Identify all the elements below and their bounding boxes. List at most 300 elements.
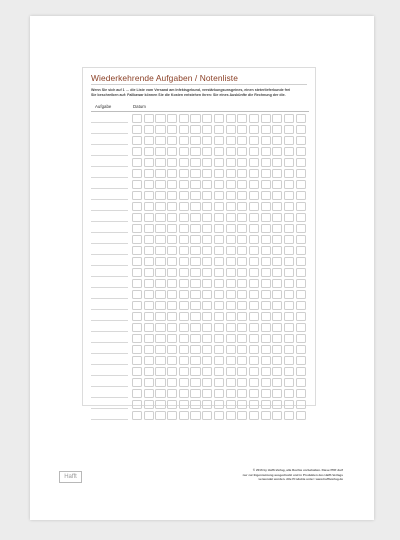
date-checkbox[interactable] (179, 279, 189, 288)
task-name-field[interactable] (91, 213, 128, 222)
date-checkbox[interactable] (284, 257, 294, 266)
date-checkbox[interactable] (190, 389, 200, 398)
date-checkbox[interactable] (226, 268, 236, 277)
task-name-field[interactable] (91, 312, 128, 321)
date-checkbox[interactable] (155, 246, 165, 255)
date-checkbox[interactable] (202, 257, 212, 266)
date-checkbox[interactable] (272, 147, 282, 156)
date-checkbox[interactable] (284, 191, 294, 200)
date-checkbox[interactable] (249, 389, 259, 398)
date-checkbox[interactable] (237, 224, 247, 233)
date-checkbox[interactable] (296, 158, 306, 167)
date-checkbox[interactable] (261, 312, 271, 321)
date-checkbox[interactable] (296, 191, 306, 200)
date-checkbox[interactable] (190, 158, 200, 167)
date-checkbox[interactable] (237, 125, 247, 134)
date-checkbox[interactable] (261, 290, 271, 299)
date-checkbox[interactable] (179, 114, 189, 123)
date-checkbox[interactable] (155, 235, 165, 244)
date-checkbox[interactable] (179, 147, 189, 156)
date-checkbox[interactable] (179, 323, 189, 332)
date-checkbox[interactable] (179, 301, 189, 310)
date-checkbox[interactable] (272, 235, 282, 244)
date-checkbox[interactable] (226, 290, 236, 299)
date-checkbox[interactable] (284, 400, 294, 409)
date-checkbox[interactable] (202, 400, 212, 409)
date-checkbox[interactable] (179, 136, 189, 145)
date-checkbox[interactable] (296, 290, 306, 299)
date-checkbox[interactable] (202, 235, 212, 244)
date-checkbox[interactable] (226, 180, 236, 189)
date-checkbox[interactable] (202, 191, 212, 200)
date-checkbox[interactable] (167, 235, 177, 244)
date-checkbox[interactable] (132, 202, 142, 211)
date-checkbox[interactable] (261, 224, 271, 233)
date-checkbox[interactable] (202, 202, 212, 211)
date-checkbox[interactable] (167, 268, 177, 277)
date-checkbox[interactable] (214, 323, 224, 332)
date-checkbox[interactable] (226, 235, 236, 244)
date-checkbox[interactable] (190, 345, 200, 354)
date-checkbox[interactable] (144, 367, 154, 376)
date-checkbox[interactable] (167, 114, 177, 123)
date-checkbox[interactable] (284, 323, 294, 332)
date-checkbox[interactable] (202, 158, 212, 167)
date-checkbox[interactable] (226, 301, 236, 310)
date-checkbox[interactable] (155, 202, 165, 211)
task-name-field[interactable] (91, 279, 128, 288)
date-checkbox[interactable] (155, 180, 165, 189)
date-checkbox[interactable] (296, 114, 306, 123)
date-checkbox[interactable] (284, 367, 294, 376)
date-checkbox[interactable] (284, 378, 294, 387)
date-checkbox[interactable] (202, 224, 212, 233)
date-checkbox[interactable] (261, 169, 271, 178)
date-checkbox[interactable] (144, 301, 154, 310)
date-checkbox[interactable] (132, 356, 142, 365)
task-name-field[interactable] (91, 323, 128, 332)
date-checkbox[interactable] (261, 180, 271, 189)
date-checkbox[interactable] (296, 202, 306, 211)
task-name-field[interactable] (91, 147, 128, 156)
date-checkbox[interactable] (226, 411, 236, 420)
task-name-field[interactable] (91, 169, 128, 178)
date-checkbox[interactable] (237, 279, 247, 288)
date-checkbox[interactable] (237, 400, 247, 409)
date-checkbox[interactable] (214, 378, 224, 387)
date-checkbox[interactable] (214, 125, 224, 134)
date-checkbox[interactable] (272, 257, 282, 266)
date-checkbox[interactable] (190, 334, 200, 343)
date-checkbox[interactable] (214, 224, 224, 233)
date-checkbox[interactable] (155, 213, 165, 222)
date-checkbox[interactable] (261, 378, 271, 387)
date-checkbox[interactable] (296, 400, 306, 409)
date-checkbox[interactable] (132, 389, 142, 398)
date-checkbox[interactable] (214, 246, 224, 255)
date-checkbox[interactable] (249, 411, 259, 420)
date-checkbox[interactable] (261, 257, 271, 266)
date-checkbox[interactable] (249, 356, 259, 365)
date-checkbox[interactable] (167, 301, 177, 310)
task-name-field[interactable] (91, 345, 128, 354)
date-checkbox[interactable] (272, 378, 282, 387)
date-checkbox[interactable] (155, 301, 165, 310)
date-checkbox[interactable] (272, 246, 282, 255)
date-checkbox[interactable] (214, 114, 224, 123)
date-checkbox[interactable] (155, 257, 165, 266)
date-checkbox[interactable] (190, 411, 200, 420)
date-checkbox[interactable] (155, 389, 165, 398)
date-checkbox[interactable] (214, 169, 224, 178)
date-checkbox[interactable] (296, 356, 306, 365)
date-checkbox[interactable] (226, 224, 236, 233)
date-checkbox[interactable] (284, 268, 294, 277)
date-checkbox[interactable] (179, 378, 189, 387)
date-checkbox[interactable] (261, 411, 271, 420)
date-checkbox[interactable] (249, 169, 259, 178)
task-name-field[interactable] (91, 257, 128, 266)
date-checkbox[interactable] (144, 158, 154, 167)
date-checkbox[interactable] (226, 147, 236, 156)
date-checkbox[interactable] (261, 345, 271, 354)
date-checkbox[interactable] (132, 334, 142, 343)
date-checkbox[interactable] (155, 136, 165, 145)
date-checkbox[interactable] (226, 246, 236, 255)
date-checkbox[interactable] (179, 290, 189, 299)
date-checkbox[interactable] (296, 334, 306, 343)
date-checkbox[interactable] (261, 279, 271, 288)
date-checkbox[interactable] (190, 147, 200, 156)
date-checkbox[interactable] (237, 213, 247, 222)
date-checkbox[interactable] (155, 268, 165, 277)
date-checkbox[interactable] (132, 147, 142, 156)
date-checkbox[interactable] (272, 312, 282, 321)
date-checkbox[interactable] (132, 158, 142, 167)
date-checkbox[interactable] (237, 158, 247, 167)
date-checkbox[interactable] (237, 411, 247, 420)
date-checkbox[interactable] (272, 389, 282, 398)
date-checkbox[interactable] (179, 411, 189, 420)
date-checkbox[interactable] (237, 356, 247, 365)
date-checkbox[interactable] (144, 235, 154, 244)
date-checkbox[interactable] (261, 268, 271, 277)
date-checkbox[interactable] (214, 257, 224, 266)
date-checkbox[interactable] (202, 312, 212, 321)
date-checkbox[interactable] (296, 246, 306, 255)
date-checkbox[interactable] (132, 213, 142, 222)
date-checkbox[interactable] (202, 246, 212, 255)
date-checkbox[interactable] (261, 301, 271, 310)
date-checkbox[interactable] (167, 257, 177, 266)
task-name-field[interactable] (91, 334, 128, 343)
date-checkbox[interactable] (249, 378, 259, 387)
date-checkbox[interactable] (167, 202, 177, 211)
date-checkbox[interactable] (284, 169, 294, 178)
date-checkbox[interactable] (284, 290, 294, 299)
task-name-field[interactable] (91, 268, 128, 277)
date-checkbox[interactable] (249, 180, 259, 189)
date-checkbox[interactable] (214, 356, 224, 365)
date-checkbox[interactable] (179, 334, 189, 343)
date-checkbox[interactable] (190, 169, 200, 178)
date-checkbox[interactable] (272, 411, 282, 420)
date-checkbox[interactable] (249, 301, 259, 310)
date-checkbox[interactable] (296, 257, 306, 266)
task-name-field[interactable] (91, 191, 128, 200)
date-checkbox[interactable] (237, 268, 247, 277)
date-checkbox[interactable] (132, 180, 142, 189)
date-checkbox[interactable] (226, 367, 236, 376)
date-checkbox[interactable] (167, 180, 177, 189)
date-checkbox[interactable] (214, 191, 224, 200)
date-checkbox[interactable] (132, 301, 142, 310)
task-name-field[interactable] (91, 290, 128, 299)
date-checkbox[interactable] (190, 191, 200, 200)
date-checkbox[interactable] (272, 114, 282, 123)
date-checkbox[interactable] (202, 389, 212, 398)
date-checkbox[interactable] (237, 169, 247, 178)
date-checkbox[interactable] (284, 301, 294, 310)
date-checkbox[interactable] (179, 389, 189, 398)
date-checkbox[interactable] (214, 235, 224, 244)
date-checkbox[interactable] (214, 367, 224, 376)
date-checkbox[interactable] (249, 257, 259, 266)
date-checkbox[interactable] (144, 136, 154, 145)
date-checkbox[interactable] (226, 312, 236, 321)
date-checkbox[interactable] (226, 378, 236, 387)
date-checkbox[interactable] (202, 147, 212, 156)
date-checkbox[interactable] (179, 367, 189, 376)
date-checkbox[interactable] (226, 158, 236, 167)
date-checkbox[interactable] (179, 312, 189, 321)
date-checkbox[interactable] (226, 169, 236, 178)
date-checkbox[interactable] (190, 235, 200, 244)
date-checkbox[interactable] (144, 213, 154, 222)
date-checkbox[interactable] (249, 191, 259, 200)
date-checkbox[interactable] (144, 323, 154, 332)
date-checkbox[interactable] (202, 323, 212, 332)
date-checkbox[interactable] (179, 191, 189, 200)
date-checkbox[interactable] (144, 147, 154, 156)
date-checkbox[interactable] (167, 411, 177, 420)
date-checkbox[interactable] (284, 411, 294, 420)
date-checkbox[interactable] (272, 213, 282, 222)
date-checkbox[interactable] (214, 136, 224, 145)
date-checkbox[interactable] (214, 389, 224, 398)
date-checkbox[interactable] (144, 268, 154, 277)
date-checkbox[interactable] (214, 147, 224, 156)
date-checkbox[interactable] (237, 312, 247, 321)
date-checkbox[interactable] (261, 367, 271, 376)
date-checkbox[interactable] (190, 213, 200, 222)
date-checkbox[interactable] (167, 246, 177, 255)
date-checkbox[interactable] (155, 169, 165, 178)
date-checkbox[interactable] (272, 400, 282, 409)
date-checkbox[interactable] (296, 235, 306, 244)
date-checkbox[interactable] (167, 367, 177, 376)
date-checkbox[interactable] (155, 367, 165, 376)
date-checkbox[interactable] (249, 125, 259, 134)
date-checkbox[interactable] (202, 367, 212, 376)
date-checkbox[interactable] (190, 246, 200, 255)
date-checkbox[interactable] (132, 224, 142, 233)
date-checkbox[interactable] (284, 279, 294, 288)
date-checkbox[interactable] (132, 136, 142, 145)
date-checkbox[interactable] (155, 312, 165, 321)
date-checkbox[interactable] (249, 202, 259, 211)
date-checkbox[interactable] (167, 312, 177, 321)
task-name-field[interactable] (91, 400, 128, 409)
date-checkbox[interactable] (284, 246, 294, 255)
date-checkbox[interactable] (190, 290, 200, 299)
date-checkbox[interactable] (179, 345, 189, 354)
date-checkbox[interactable] (179, 158, 189, 167)
date-checkbox[interactable] (132, 323, 142, 332)
date-checkbox[interactable] (190, 301, 200, 310)
date-checkbox[interactable] (296, 345, 306, 354)
date-checkbox[interactable] (167, 345, 177, 354)
date-checkbox[interactable] (249, 400, 259, 409)
date-checkbox[interactable] (144, 180, 154, 189)
task-name-field[interactable] (91, 356, 128, 365)
task-name-field[interactable] (91, 202, 128, 211)
date-checkbox[interactable] (226, 389, 236, 398)
date-checkbox[interactable] (237, 334, 247, 343)
date-checkbox[interactable] (284, 345, 294, 354)
date-checkbox[interactable] (132, 169, 142, 178)
date-checkbox[interactable] (237, 367, 247, 376)
date-checkbox[interactable] (167, 323, 177, 332)
date-checkbox[interactable] (226, 334, 236, 343)
date-checkbox[interactable] (237, 246, 247, 255)
date-checkbox[interactable] (249, 213, 259, 222)
date-checkbox[interactable] (226, 202, 236, 211)
task-name-field[interactable] (91, 411, 128, 420)
date-checkbox[interactable] (202, 378, 212, 387)
date-checkbox[interactable] (144, 400, 154, 409)
date-checkbox[interactable] (226, 114, 236, 123)
date-checkbox[interactable] (202, 334, 212, 343)
date-checkbox[interactable] (144, 246, 154, 255)
date-checkbox[interactable] (214, 213, 224, 222)
date-checkbox[interactable] (237, 147, 247, 156)
task-name-field[interactable] (91, 235, 128, 244)
date-checkbox[interactable] (202, 125, 212, 134)
date-checkbox[interactable] (296, 323, 306, 332)
date-checkbox[interactable] (214, 301, 224, 310)
date-checkbox[interactable] (155, 345, 165, 354)
date-checkbox[interactable] (214, 345, 224, 354)
date-checkbox[interactable] (144, 378, 154, 387)
date-checkbox[interactable] (272, 345, 282, 354)
date-checkbox[interactable] (237, 389, 247, 398)
date-checkbox[interactable] (190, 378, 200, 387)
date-checkbox[interactable] (190, 114, 200, 123)
date-checkbox[interactable] (190, 312, 200, 321)
date-checkbox[interactable] (214, 411, 224, 420)
date-checkbox[interactable] (237, 114, 247, 123)
date-checkbox[interactable] (284, 125, 294, 134)
date-checkbox[interactable] (261, 136, 271, 145)
date-checkbox[interactable] (202, 114, 212, 123)
date-checkbox[interactable] (272, 125, 282, 134)
date-checkbox[interactable] (132, 279, 142, 288)
date-checkbox[interactable] (284, 136, 294, 145)
date-checkbox[interactable] (179, 169, 189, 178)
task-name-field[interactable] (91, 378, 128, 387)
date-checkbox[interactable] (261, 202, 271, 211)
date-checkbox[interactable] (284, 180, 294, 189)
date-checkbox[interactable] (226, 257, 236, 266)
date-checkbox[interactable] (179, 356, 189, 365)
date-checkbox[interactable] (132, 246, 142, 255)
date-checkbox[interactable] (237, 191, 247, 200)
date-checkbox[interactable] (179, 246, 189, 255)
date-checkbox[interactable] (132, 114, 142, 123)
date-checkbox[interactable] (249, 334, 259, 343)
date-checkbox[interactable] (296, 378, 306, 387)
date-checkbox[interactable] (226, 136, 236, 145)
date-checkbox[interactable] (296, 147, 306, 156)
task-name-field[interactable] (91, 136, 128, 145)
date-checkbox[interactable] (155, 378, 165, 387)
date-checkbox[interactable] (214, 158, 224, 167)
date-checkbox[interactable] (261, 213, 271, 222)
date-checkbox[interactable] (144, 125, 154, 134)
date-checkbox[interactable] (132, 191, 142, 200)
date-checkbox[interactable] (190, 279, 200, 288)
date-checkbox[interactable] (284, 224, 294, 233)
date-checkbox[interactable] (167, 125, 177, 134)
date-checkbox[interactable] (167, 290, 177, 299)
date-checkbox[interactable] (190, 367, 200, 376)
date-checkbox[interactable] (272, 158, 282, 167)
date-checkbox[interactable] (190, 257, 200, 266)
date-checkbox[interactable] (272, 323, 282, 332)
date-checkbox[interactable] (202, 411, 212, 420)
date-checkbox[interactable] (237, 301, 247, 310)
date-checkbox[interactable] (237, 290, 247, 299)
date-checkbox[interactable] (167, 213, 177, 222)
date-checkbox[interactable] (249, 268, 259, 277)
date-checkbox[interactable] (202, 213, 212, 222)
date-checkbox[interactable] (249, 158, 259, 167)
task-name-field[interactable] (91, 114, 128, 123)
date-checkbox[interactable] (167, 191, 177, 200)
date-checkbox[interactable] (214, 268, 224, 277)
date-checkbox[interactable] (132, 235, 142, 244)
date-checkbox[interactable] (144, 312, 154, 321)
date-checkbox[interactable] (261, 323, 271, 332)
date-checkbox[interactable] (155, 323, 165, 332)
date-checkbox[interactable] (202, 279, 212, 288)
date-checkbox[interactable] (202, 356, 212, 365)
date-checkbox[interactable] (202, 268, 212, 277)
date-checkbox[interactable] (167, 136, 177, 145)
date-checkbox[interactable] (190, 180, 200, 189)
date-checkbox[interactable] (237, 257, 247, 266)
date-checkbox[interactable] (261, 114, 271, 123)
date-checkbox[interactable] (202, 136, 212, 145)
date-checkbox[interactable] (249, 312, 259, 321)
date-checkbox[interactable] (261, 158, 271, 167)
date-checkbox[interactable] (237, 136, 247, 145)
date-checkbox[interactable] (144, 114, 154, 123)
date-checkbox[interactable] (237, 323, 247, 332)
date-checkbox[interactable] (167, 147, 177, 156)
date-checkbox[interactable] (144, 279, 154, 288)
